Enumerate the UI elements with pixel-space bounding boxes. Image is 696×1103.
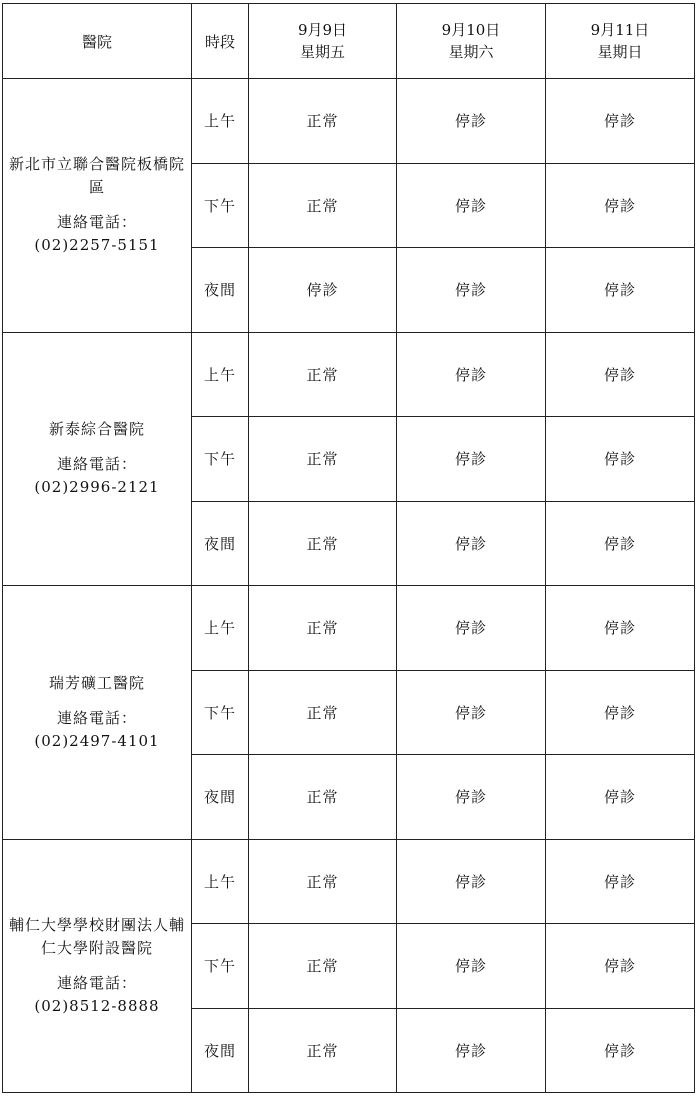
hospital-name: 新泰綜合醫院 xyxy=(48,420,145,439)
status-cell: 停診 xyxy=(546,755,695,840)
status-cell: 停診 xyxy=(397,501,546,586)
status-cell: 停診 xyxy=(546,332,695,417)
period-cell: 上午 xyxy=(192,586,249,671)
period-cell: 夜間 xyxy=(192,755,249,840)
table-row xyxy=(3,79,695,164)
period-cell: 下午 xyxy=(192,924,249,1009)
status-cell: 停診 xyxy=(546,670,695,755)
status-cell: 停診 xyxy=(397,924,546,1009)
header-hospital: 醫院 xyxy=(3,4,192,79)
header-day-2-date: 9月10日 xyxy=(441,21,501,39)
table-row xyxy=(3,839,695,924)
status-cell: 正常 xyxy=(249,1008,397,1093)
header-day-3 xyxy=(546,4,695,79)
header-row xyxy=(3,4,695,79)
status-cell: 停診 xyxy=(397,839,546,924)
phone-number: (02)2257-5151 xyxy=(34,236,160,255)
phone-label: 連絡電話： xyxy=(56,708,137,727)
status-cell: 停診 xyxy=(546,586,695,671)
status-cell: 停診 xyxy=(546,163,695,248)
status-cell: 停診 xyxy=(397,248,546,333)
status-cell: 停診 xyxy=(249,248,397,333)
status-cell: 停診 xyxy=(546,839,695,924)
status-cell: 停診 xyxy=(546,924,695,1009)
hospital-name: 新北市立聯合醫院板橋院區 xyxy=(8,155,185,197)
status-cell: 正常 xyxy=(249,332,397,417)
period-cell: 夜間 xyxy=(192,248,249,333)
status-cell: 停診 xyxy=(546,248,695,333)
header-day-1 xyxy=(249,4,397,79)
hospital-cell xyxy=(3,79,192,333)
phone-number: (02)8512-8888 xyxy=(34,996,160,1015)
phone-label: 連絡電話： xyxy=(56,213,137,232)
table-row xyxy=(3,586,695,671)
hospital-cell xyxy=(3,586,192,840)
phone-number: (02)2497-4101 xyxy=(34,731,160,750)
period-cell: 上午 xyxy=(192,79,249,164)
period-cell: 夜間 xyxy=(192,1008,249,1093)
status-cell: 正常 xyxy=(249,839,397,924)
header-day-1-date: 9月9日 xyxy=(297,21,348,39)
status-cell: 停診 xyxy=(397,417,546,502)
status-cell: 停診 xyxy=(397,670,546,755)
status-cell: 停診 xyxy=(397,755,546,840)
period-cell: 夜間 xyxy=(192,501,249,586)
header-day-2 xyxy=(397,4,546,79)
period-cell: 下午 xyxy=(192,417,249,502)
status-cell: 正常 xyxy=(249,755,397,840)
status-cell: 停診 xyxy=(397,332,546,417)
status-cell: 停診 xyxy=(397,586,546,671)
phone-number: (02)2996-2121 xyxy=(34,478,160,497)
clinic-schedule-table xyxy=(2,3,695,1093)
header-day-1-weekday: 星期五 xyxy=(299,43,345,61)
header-day-3-date: 9月11日 xyxy=(590,21,650,39)
header-day-3-weekday: 星期日 xyxy=(597,43,643,61)
status-cell: 正常 xyxy=(249,924,397,1009)
header-period: 時段 xyxy=(192,4,249,79)
status-cell: 停診 xyxy=(397,1008,546,1093)
status-cell: 停診 xyxy=(397,79,546,164)
hospital-name: 輔仁大學學校財團法人輔仁大學附設醫院 xyxy=(8,915,185,957)
hospital-cell xyxy=(3,839,192,1093)
hospital-cell xyxy=(3,332,192,586)
table-row xyxy=(3,332,695,417)
status-cell: 正常 xyxy=(249,163,397,248)
status-cell: 停診 xyxy=(546,1008,695,1093)
header-day-2-weekday: 星期六 xyxy=(448,43,494,61)
period-cell: 下午 xyxy=(192,163,249,248)
status-cell: 停診 xyxy=(546,501,695,586)
phone-label: 連絡電話： xyxy=(56,455,137,474)
status-cell: 停診 xyxy=(397,163,546,248)
period-cell: 上午 xyxy=(192,839,249,924)
status-cell: 停診 xyxy=(546,79,695,164)
phone-label: 連絡電話： xyxy=(56,973,137,992)
status-cell: 正常 xyxy=(249,670,397,755)
status-cell: 正常 xyxy=(249,417,397,502)
hospital-name: 瑞芳礦工醫院 xyxy=(48,673,145,692)
status-cell: 正常 xyxy=(249,501,397,586)
period-cell: 上午 xyxy=(192,332,249,417)
status-cell: 正常 xyxy=(249,586,397,671)
period-cell: 下午 xyxy=(192,670,249,755)
status-cell: 停診 xyxy=(546,417,695,502)
status-cell: 正常 xyxy=(249,79,397,164)
